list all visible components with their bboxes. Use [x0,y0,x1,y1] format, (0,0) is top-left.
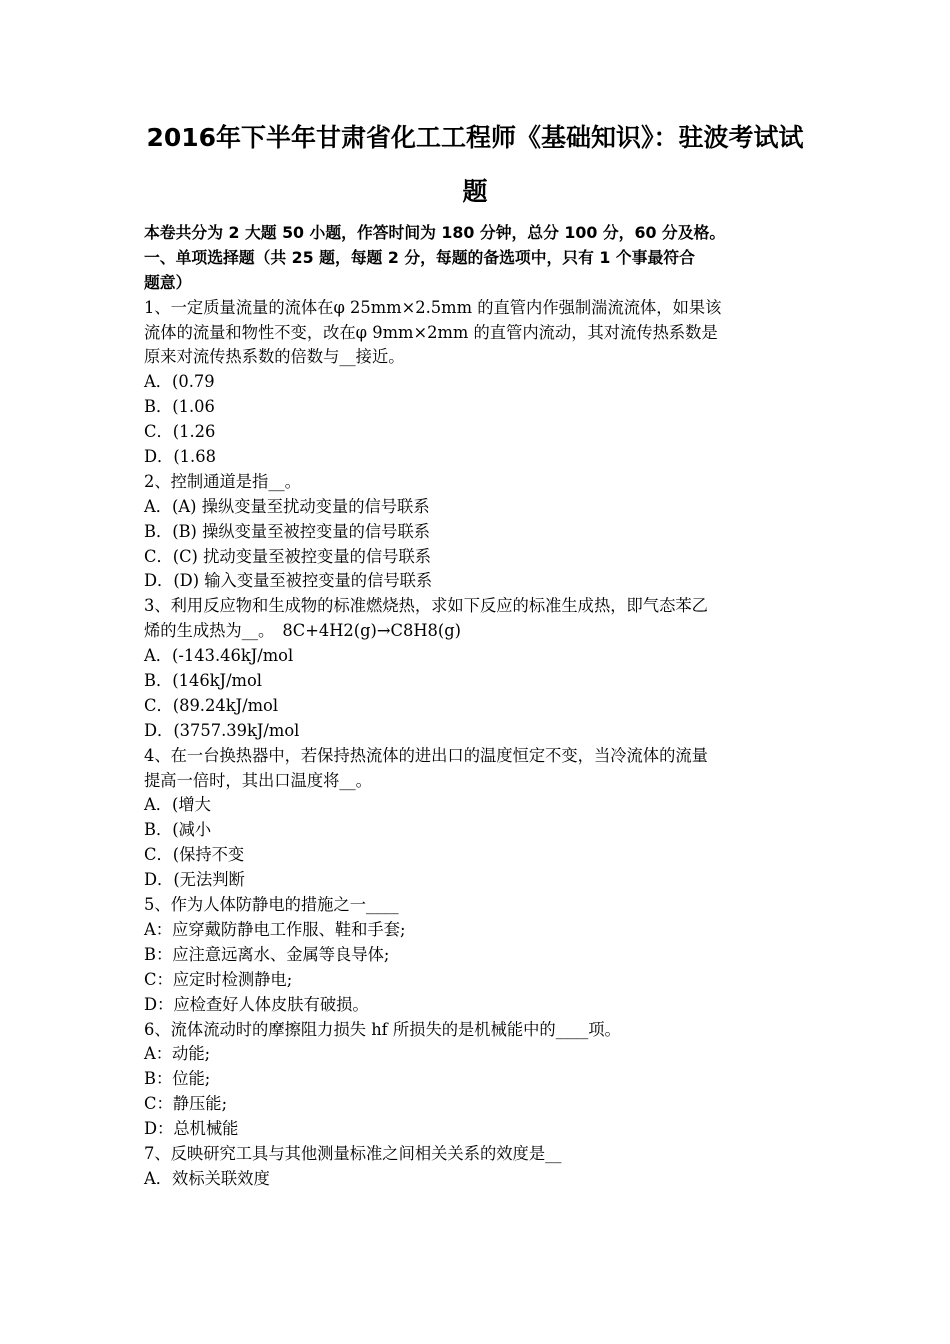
question-list [144,296,814,1192]
question-item [144,594,814,743]
exam-intro: 本卷共分为 2 大题 50 小题，作答时间为 180 分钟，总分 100 分，60 分及格。 [144,223,726,242]
answer-option: A：应穿戴防静电工作服、鞋和手套; [144,919,406,939]
answer-option: D．(无法判断 [144,870,245,890]
answer-option: A：动能; [144,1044,211,1064]
answer-option: B．(1.06 [144,397,215,417]
question-stem-line: 4、在一台换热器中，若保持热流体的进出口的温度恒定不变，当冷流体的流量 [144,745,708,765]
answer-option: A．(-143.46kJ/mol [144,646,294,666]
document-title-line-2: 题 [462,177,488,206]
question-item [144,1018,814,1142]
answer-option: B．(146kJ/mol [144,671,262,691]
answer-option: D：应检查好人体皮肤有破损。 [144,994,369,1014]
answer-option: A．(0.79 [144,372,215,392]
answer-option: D．(D) 输入变量至被控变量的信号联系 [144,571,433,591]
question-stem-line: 5、作为人体防静电的措施之一____ [144,895,399,915]
answer-option: A．(增大 [144,795,211,815]
answer-option: D．(1.68 [144,447,216,467]
question-stem-line: 流体的流量和物性不变，改在φ 9mm×2mm 的直管内流动，其对流传热系数是 [144,322,718,342]
question-stem-line: 原来对流传热系数的倍数与__接近。 [144,347,405,367]
question-stem-line: 3、利用反应物和生成物的标准燃烧热，求如下反应的标准生成热，即气态苯乙 [144,596,708,616]
question-stem-line: 提高一倍时，其出口温度将__。 [144,770,372,790]
section-heading-line-1: 一、单项选择题（共 25 题，每题 2 分，每题的备选项中，只有 1 个事最符合 [144,247,695,267]
question-item [144,1142,814,1192]
question-item [144,893,814,1017]
question-stem-line: 7、反映研究工具与其他测量标准之间相关关系的效度是__ [144,1143,562,1163]
answer-option: A．效标关联效度 [144,1168,270,1188]
answer-option: C．(1.26 [144,422,216,442]
document-body [144,221,814,1192]
answer-option: C：静压能; [144,1094,228,1114]
answer-option: C．(C) 扰动变量至被控变量的信号联系 [144,546,432,566]
answer-option: C．(89.24kJ/mol [144,695,279,715]
question-stem-line: 烯的生成热为__。 8C+4H2(g)→C8H8(g) [144,621,462,641]
answer-option: B：位能; [144,1069,211,1089]
section-heading-line-2: 题意） [144,272,192,292]
answer-option: C：应定时检测静电; [144,969,293,989]
question-stem-line: 6、流体流动时的摩擦阻力损失 hf 所损失的是机械能中的____项。 [144,1019,621,1039]
question-stem-line: 1、一定质量流量的流体在φ 25mm×2.5mm 的直管内作强制湍流流体，如果该 [144,297,722,317]
answer-option: B：应注意远离水、金属等良导体; [144,944,390,964]
answer-option: D．(3757.39kJ/mol [144,720,300,740]
document-title-line-1: 2016年下半年甘肃省化工工程师《基础知识》：驻波考试试 [146,123,804,152]
answer-option: A．(A) 操纵变量至扰动变量的信号联系 [144,496,430,516]
question-item [144,744,814,893]
answer-option: B．(减小 [144,820,212,840]
answer-option: C．(保持不变 [144,845,245,865]
answer-option: D：总机械能 [144,1119,239,1139]
question-item [144,470,814,594]
question-stem-line: 2、控制通道是指__。 [144,471,301,491]
question-item [144,296,814,470]
answer-option: B．(B) 操纵变量至被控变量的信号联系 [144,521,431,541]
